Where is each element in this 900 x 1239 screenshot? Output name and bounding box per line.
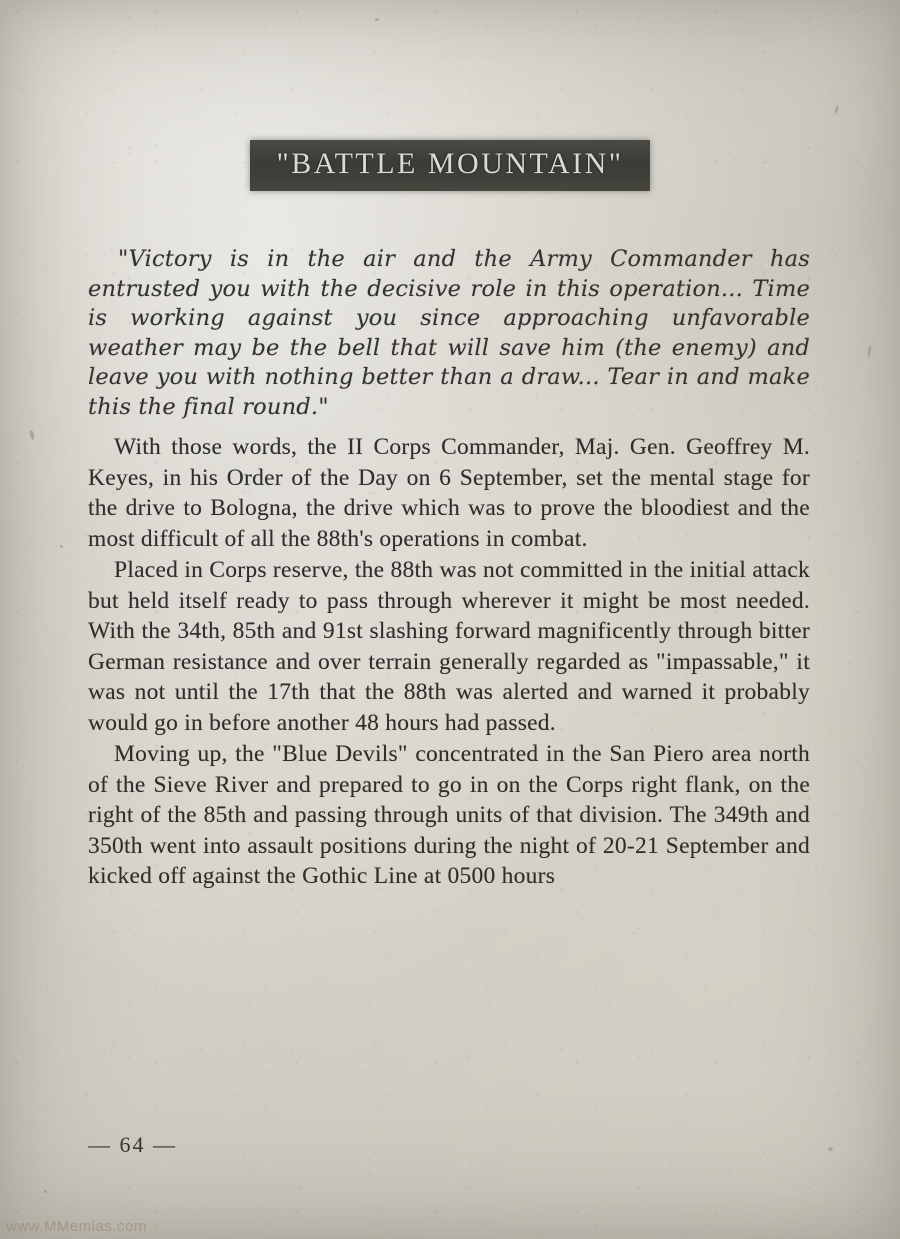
heading-plate [250, 140, 649, 191]
epigraph-quote: "Victory is in the air and the Army Commander has entrusted you with the decisive role in this operation... Time is working against you since approaching unfavorable weather may be the bell that will save him (the enemy) and leave you with nothing better than a draw... Tear in and make this the final round." [88, 246, 810, 420]
page-title: "BATTLE MOUNTAIN" [276, 147, 624, 180]
scan-speck [867, 345, 872, 357]
site-watermark: www.MMemlas.com [6, 1218, 147, 1235]
scan-speck [375, 18, 379, 21]
page-number: — 64 — [88, 1132, 177, 1157]
body-paragraph-3: Moving up, the "Blue Devils" concentrated in the San Piero area north of the Sieve River and prepared to go in on the Corps right flank, on the right of the 85th and passing through units of that division. The 349th and 350th went into assault positions during the night of 20-21 September and kicked off against the Gothic Line at 0500 hours [88, 741, 810, 889]
body-paragraph-2: Placed in Corps reserve, the 88th was not committed in the initial attack but held itself ready to pass through wherever it might be most needed. With the 34th, 85th and 91st slashing forward magnificently through bitter German resistance and over terrain generally regarded as "impassable," it was not until the 17th that the 88th was alerted and warned it probably would go in before another 48 hours had passed. [88, 557, 810, 736]
scan-speck [44, 1190, 47, 1193]
chapter-heading-banner [0, 140, 900, 191]
page-body-text [88, 245, 810, 892]
scan-speck [834, 105, 840, 114]
body-paragraph-1: With those words, the II Corps Commander, Maj. Gen. Geoffrey M. Keyes, in his Order of the Day on 6 September, set the mental stage for the drive to Bologna, the drive which was to prove the bloodiest and the most difficult of all the 88th's operations in combat. [88, 434, 810, 552]
scan-speck [29, 430, 35, 441]
scan-speck [828, 1147, 833, 1151]
scan-speck [60, 545, 63, 548]
